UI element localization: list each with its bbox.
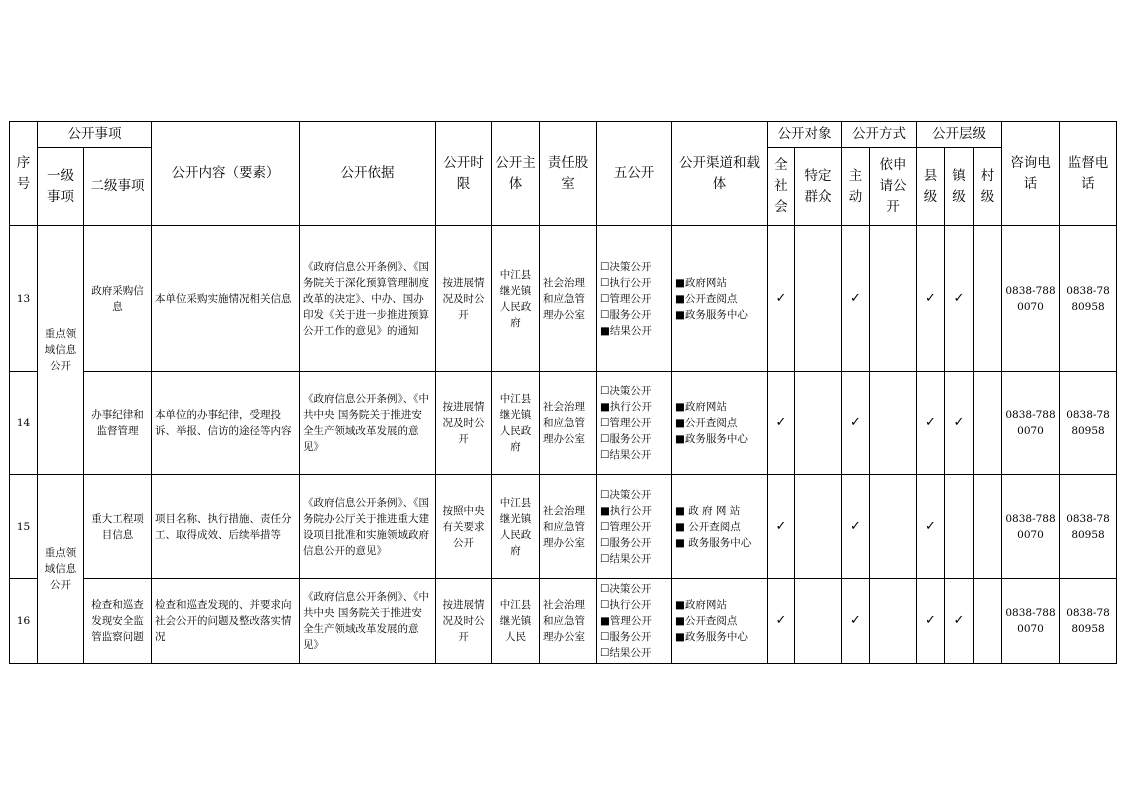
empty-method-apply	[870, 579, 917, 664]
check-lvl-town: ✓	[945, 226, 974, 372]
row-tel-consult: 0838-7880070	[1002, 579, 1060, 664]
check-obj-all: ✓	[768, 372, 795, 475]
five-item: ■执行公开	[600, 401, 652, 413]
header-method-apply: 依申请公开	[870, 148, 917, 226]
five-item: ☐管理公开	[600, 417, 652, 429]
empty-method-apply	[870, 372, 917, 475]
empty-lvl-village	[974, 579, 1002, 664]
channel-item: ■ 政 府 网 站	[675, 504, 741, 517]
channel-item: ■政府网站	[675, 276, 727, 289]
channel-item: ■ 公开查阅点	[675, 520, 741, 533]
five-item: ☐管理公开	[600, 292, 652, 305]
header-consult: 咨询电话	[1002, 122, 1060, 226]
row-content: 项目名称、执行措施、责任分工、取得成效、后续举措等	[152, 475, 300, 579]
header-level: 公开层级	[917, 122, 1002, 148]
five-item: ☐服务公开	[600, 308, 652, 321]
five-item: ☐服务公开	[600, 536, 652, 549]
five-item: ☐管理公开	[600, 520, 652, 533]
row-tel-supervise: 0838-7880958	[1060, 372, 1117, 475]
row-dept: 社会治理和应急管理办公室	[540, 226, 597, 372]
row-item: 办事纪律和监督管理	[84, 372, 152, 475]
table-row	[10, 579, 1117, 664]
header-content: 公开内容（要素）	[152, 122, 300, 226]
empty-method-apply	[870, 475, 917, 579]
row-subject: 中江县继光镇人民政府	[492, 475, 540, 579]
row-dept: 社会治理和应急管理办公室	[540, 475, 597, 579]
five-item: ☐结果公开	[600, 552, 652, 565]
header-dept: 责任股室	[540, 122, 597, 226]
check-lvl-town: ✓	[945, 579, 974, 664]
header-time-limit: 公开时限	[436, 122, 492, 226]
five-item: ☐决策公开	[600, 385, 652, 397]
row-basis: 《政府信息公开条例》、《中共中央 国务院关于推进安全生产领域改革发展的意见》	[300, 372, 436, 475]
channel-item: ■政务服务中心	[675, 308, 748, 321]
header-seq: 序号	[10, 122, 38, 226]
five-item: ■管理公开	[600, 615, 652, 627]
row-time: 按进展情况及时公开	[436, 372, 492, 475]
header-channel: 公开渠道和载体	[672, 122, 768, 226]
check-lvl-county: ✓	[917, 226, 945, 372]
row-basis: 《政府信息公开条例》、《国务院办公厅关于推进重大建设项目批准和实施领域政府信息公开的意见》	[300, 475, 436, 579]
header-level2: 二级事项	[84, 148, 152, 226]
check-method-active: ✓	[842, 579, 870, 664]
row-item: 政府采购信息	[84, 226, 152, 372]
table-row	[10, 475, 1117, 579]
five-item: ☐决策公开	[600, 583, 652, 595]
header-lvl-town: 镇级	[945, 148, 974, 226]
check-lvl-town: ✓	[945, 372, 974, 475]
empty-method-apply	[870, 226, 917, 372]
row-five	[597, 226, 672, 372]
row-item: 重大工程项目信息	[84, 475, 152, 579]
five-item: ☐执行公开	[600, 599, 652, 611]
header-level1: 一级事项	[38, 148, 84, 226]
row-time: 按照中央有关要求公开	[436, 475, 492, 579]
row-time: 按进展情况及时公开	[436, 579, 492, 664]
check-method-active: ✓	[842, 226, 870, 372]
empty-obj-special	[795, 475, 842, 579]
row-tel-consult: 0838-7880070	[1002, 226, 1060, 372]
header-lvl-village: 村级	[974, 148, 1002, 226]
check-obj-all: ✓	[768, 226, 795, 372]
header-method-active: 主动	[842, 148, 870, 226]
channel-item: ■政府网站	[675, 599, 727, 611]
row-channel	[672, 579, 768, 664]
header-subject: 公开主体	[492, 122, 540, 226]
row-five	[597, 475, 672, 579]
row-tel-supervise: 0838-7880958	[1060, 579, 1117, 664]
row-tel-supervise: 0838-7880958	[1060, 226, 1117, 372]
disclosure-table	[9, 121, 1117, 664]
row-content: 本单位的办事纪律，受理投诉、举报、信访的途径等内容	[152, 372, 300, 475]
channel-item: ■ 政务服务中心	[675, 536, 752, 549]
header-five: 五公开	[597, 122, 672, 226]
header-obj-special: 特定群众	[795, 148, 842, 226]
header-gongkai-shixiang: 公开事项	[38, 122, 152, 148]
group-label: 重点领域信息公开	[38, 475, 84, 664]
channel-item: ■公开查阅点	[675, 615, 738, 627]
channel-item: ■政府网站	[675, 401, 727, 413]
row-channel	[672, 226, 768, 372]
row-basis: 《政府信息公开条例》、《国务院关于深化预算管理制度改革的决定》、中办、国办印发《关于进一步推进预算公开工作的意见》的通知	[300, 226, 436, 372]
channel-item: ■政务服务中心	[675, 433, 748, 445]
empty-lvl-village	[974, 372, 1002, 475]
five-item: ☐决策公开	[600, 488, 652, 501]
row-five	[597, 372, 672, 475]
five-item: ☐结果公开	[600, 449, 652, 461]
row-subject: 中江县继光镇人民政府	[492, 372, 540, 475]
five-item: ■结果公开	[600, 324, 652, 337]
check-obj-all: ✓	[768, 579, 795, 664]
row-channel	[672, 475, 768, 579]
row-seq: 16	[10, 579, 38, 664]
five-item: ■执行公开	[600, 504, 652, 517]
row-seq: 14	[10, 372, 38, 475]
row-seq: 13	[10, 226, 38, 372]
five-item: ☐服务公开	[600, 433, 652, 445]
row-tel-consult: 0838-7880070	[1002, 372, 1060, 475]
table-row	[10, 226, 1117, 372]
five-item: ☐结果公开	[600, 647, 652, 659]
five-item: ☐执行公开	[600, 276, 652, 289]
table-row	[10, 372, 1117, 475]
check-lvl-county: ✓	[917, 475, 945, 579]
five-item: ☐服务公开	[600, 631, 652, 643]
empty-lvl-village	[974, 475, 1002, 579]
row-tel-supervise: 0838-7880958	[1060, 475, 1117, 579]
row-subject: 中江县继光镇人民政府	[492, 226, 540, 372]
check-lvl-county: ✓	[917, 579, 945, 664]
channel-item: ■公开查阅点	[675, 417, 738, 429]
header-object: 公开对象	[768, 122, 842, 148]
empty-lvl-village	[974, 226, 1002, 372]
header-obj-all: 全社会	[768, 148, 795, 226]
header-lvl-county: 县级	[917, 148, 945, 226]
check-method-active: ✓	[842, 475, 870, 579]
row-time: 按进展情况及时公开	[436, 226, 492, 372]
check-lvl-county: ✓	[917, 372, 945, 475]
row-content: 本单位采购实施情况相关信息	[152, 226, 300, 372]
row-dept: 社会治理和应急管理办公室	[540, 579, 597, 664]
row-subject: 中江县继光镇人民	[492, 579, 540, 664]
channel-item: ■政务服务中心	[675, 631, 748, 643]
header-supervise: 监督电话	[1060, 122, 1117, 226]
empty-obj-special	[795, 372, 842, 475]
check-method-active: ✓	[842, 372, 870, 475]
header-basis: 公开依据	[300, 122, 436, 226]
check-obj-all: ✓	[768, 475, 795, 579]
five-item: ☐决策公开	[600, 260, 652, 273]
row-content: 检查和巡查发现的、并要求向社会公开的问题及整改落实情况	[152, 579, 300, 664]
row-channel	[672, 372, 768, 475]
row-basis: 《政府信息公开条例》、《中共中央 国务院关于推进安全生产领域改革发展的意见》	[300, 579, 436, 664]
channel-item: ■公开查阅点	[675, 292, 738, 305]
empty-obj-special	[795, 579, 842, 664]
header-method: 公开方式	[842, 122, 917, 148]
row-item: 检查和巡查发现安全监管监察问题	[84, 579, 152, 664]
empty-obj-special	[795, 226, 842, 372]
row-seq: 15	[10, 475, 38, 579]
row-five	[597, 579, 672, 664]
row-dept: 社会治理和应急管理办公室	[540, 372, 597, 475]
row-tel-consult: 0838-7880070	[1002, 475, 1060, 579]
empty-lvl-town	[945, 475, 974, 579]
group-label: 重点领域信息公开	[38, 226, 84, 475]
